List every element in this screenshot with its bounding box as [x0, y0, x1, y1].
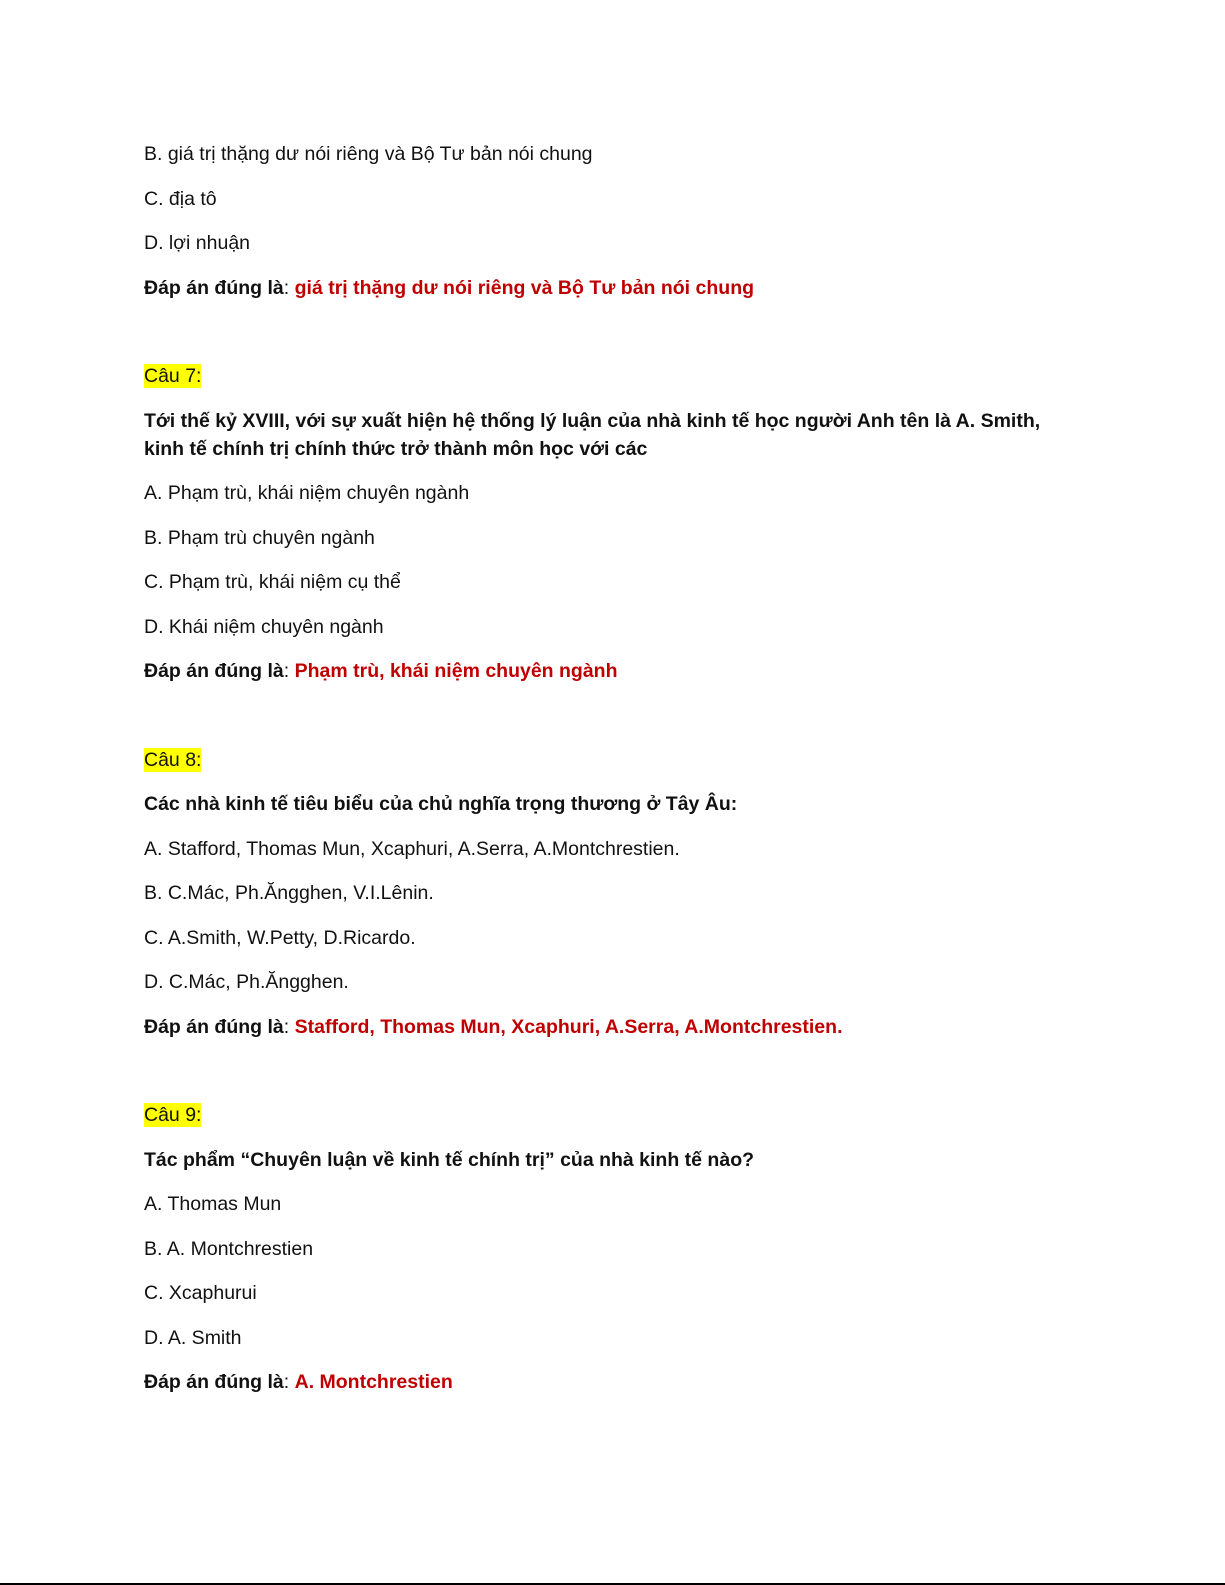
option-b: B. A. Montchrestien [144, 1237, 314, 1260]
option-a: A. Thomas Mun [144, 1193, 282, 1215]
spacer [144, 318, 1074, 362]
option-b: B. giá trị thặng dư nói riêng và Bộ Tư bản nói chung [144, 143, 593, 165]
option-a: A. Phạm trù, khái niệm chuyên ngành [144, 482, 470, 504]
option-d: D. Khái niệm chuyên ngành [144, 615, 384, 638]
option-d: D. lợi nhuận [144, 232, 251, 254]
answer-separator: : [283, 660, 295, 682]
answer-value: Phạm trù, khái niệm chuyên ngành [294, 660, 618, 682]
answer-separator: : [283, 1371, 295, 1393]
answer-separator: : [283, 276, 295, 299]
answer-label: Đáp án đúng là [144, 1015, 284, 1038]
option-c: C. Xcaphurui [144, 1282, 257, 1304]
spacer [144, 702, 1074, 746]
answer-line [144, 1368, 1074, 1396]
option-c: C. địa tô [144, 187, 217, 210]
answer-line [144, 1013, 1074, 1041]
question-label-9: Câu 9: [144, 1104, 202, 1126]
document-content [144, 140, 1074, 1413]
answer-value: Stafford, Thomas Mun, Xcaphuri, A.Serra, A.Montchrestien. [294, 1015, 843, 1038]
answer-label: Đáp án đúng là [144, 1371, 284, 1393]
question-label-8: Câu 8: [144, 748, 202, 771]
question-label-row [144, 1101, 1074, 1129]
answer-value: A. Montchrestien [294, 1371, 453, 1393]
answer-separator: : [283, 1015, 295, 1038]
option-c: C. Phạm trù, khái niệm cụ thể [144, 571, 401, 593]
question-label-7: Câu 7: [144, 365, 202, 387]
option-d: D. A. Smith [144, 1326, 242, 1349]
answer-line [144, 657, 1074, 685]
question-label-row [144, 746, 1074, 774]
option-b: B. Phạm trù chuyên ngành [144, 526, 375, 549]
option-a: A. Stafford, Thomas Mun, Xcaphuri, A.Serra, A.Montchrestien. [144, 837, 680, 860]
answer-label: Đáp án đúng là [144, 660, 284, 682]
spacer [144, 1057, 1074, 1101]
question-text-7: Tới thế kỷ XVIII, với sự xuất hiện hệ thống lý luận của nhà kinh tế học người Anh tên là A. Smith, kinh tế chính trị chính thức trở thành môn học với các [144, 409, 1041, 460]
answer-label: Đáp án đúng là [144, 276, 284, 299]
question-label-row [144, 362, 1074, 390]
question-text-8: Các nhà kinh tế tiêu biểu của chủ nghĩa trọng thương ở Tây Âu: [144, 793, 738, 815]
question-text-9: Tác phẩm “Chuyên luận về kinh tế chính trị” của nhà kinh tế nào? [144, 1148, 755, 1171]
option-d: D. C.Mác, Ph.Ăngghen. [144, 971, 349, 993]
option-b: B. C.Mác, Ph.Ăngghen, V.I.Lênin. [144, 882, 434, 904]
answer-line [144, 274, 1074, 302]
answer-value: giá trị thặng dư nói riêng và Bộ Tư bản nói chung [294, 276, 755, 299]
option-c: C. A.Smith, W.Petty, D.Ricardo. [144, 926, 416, 949]
